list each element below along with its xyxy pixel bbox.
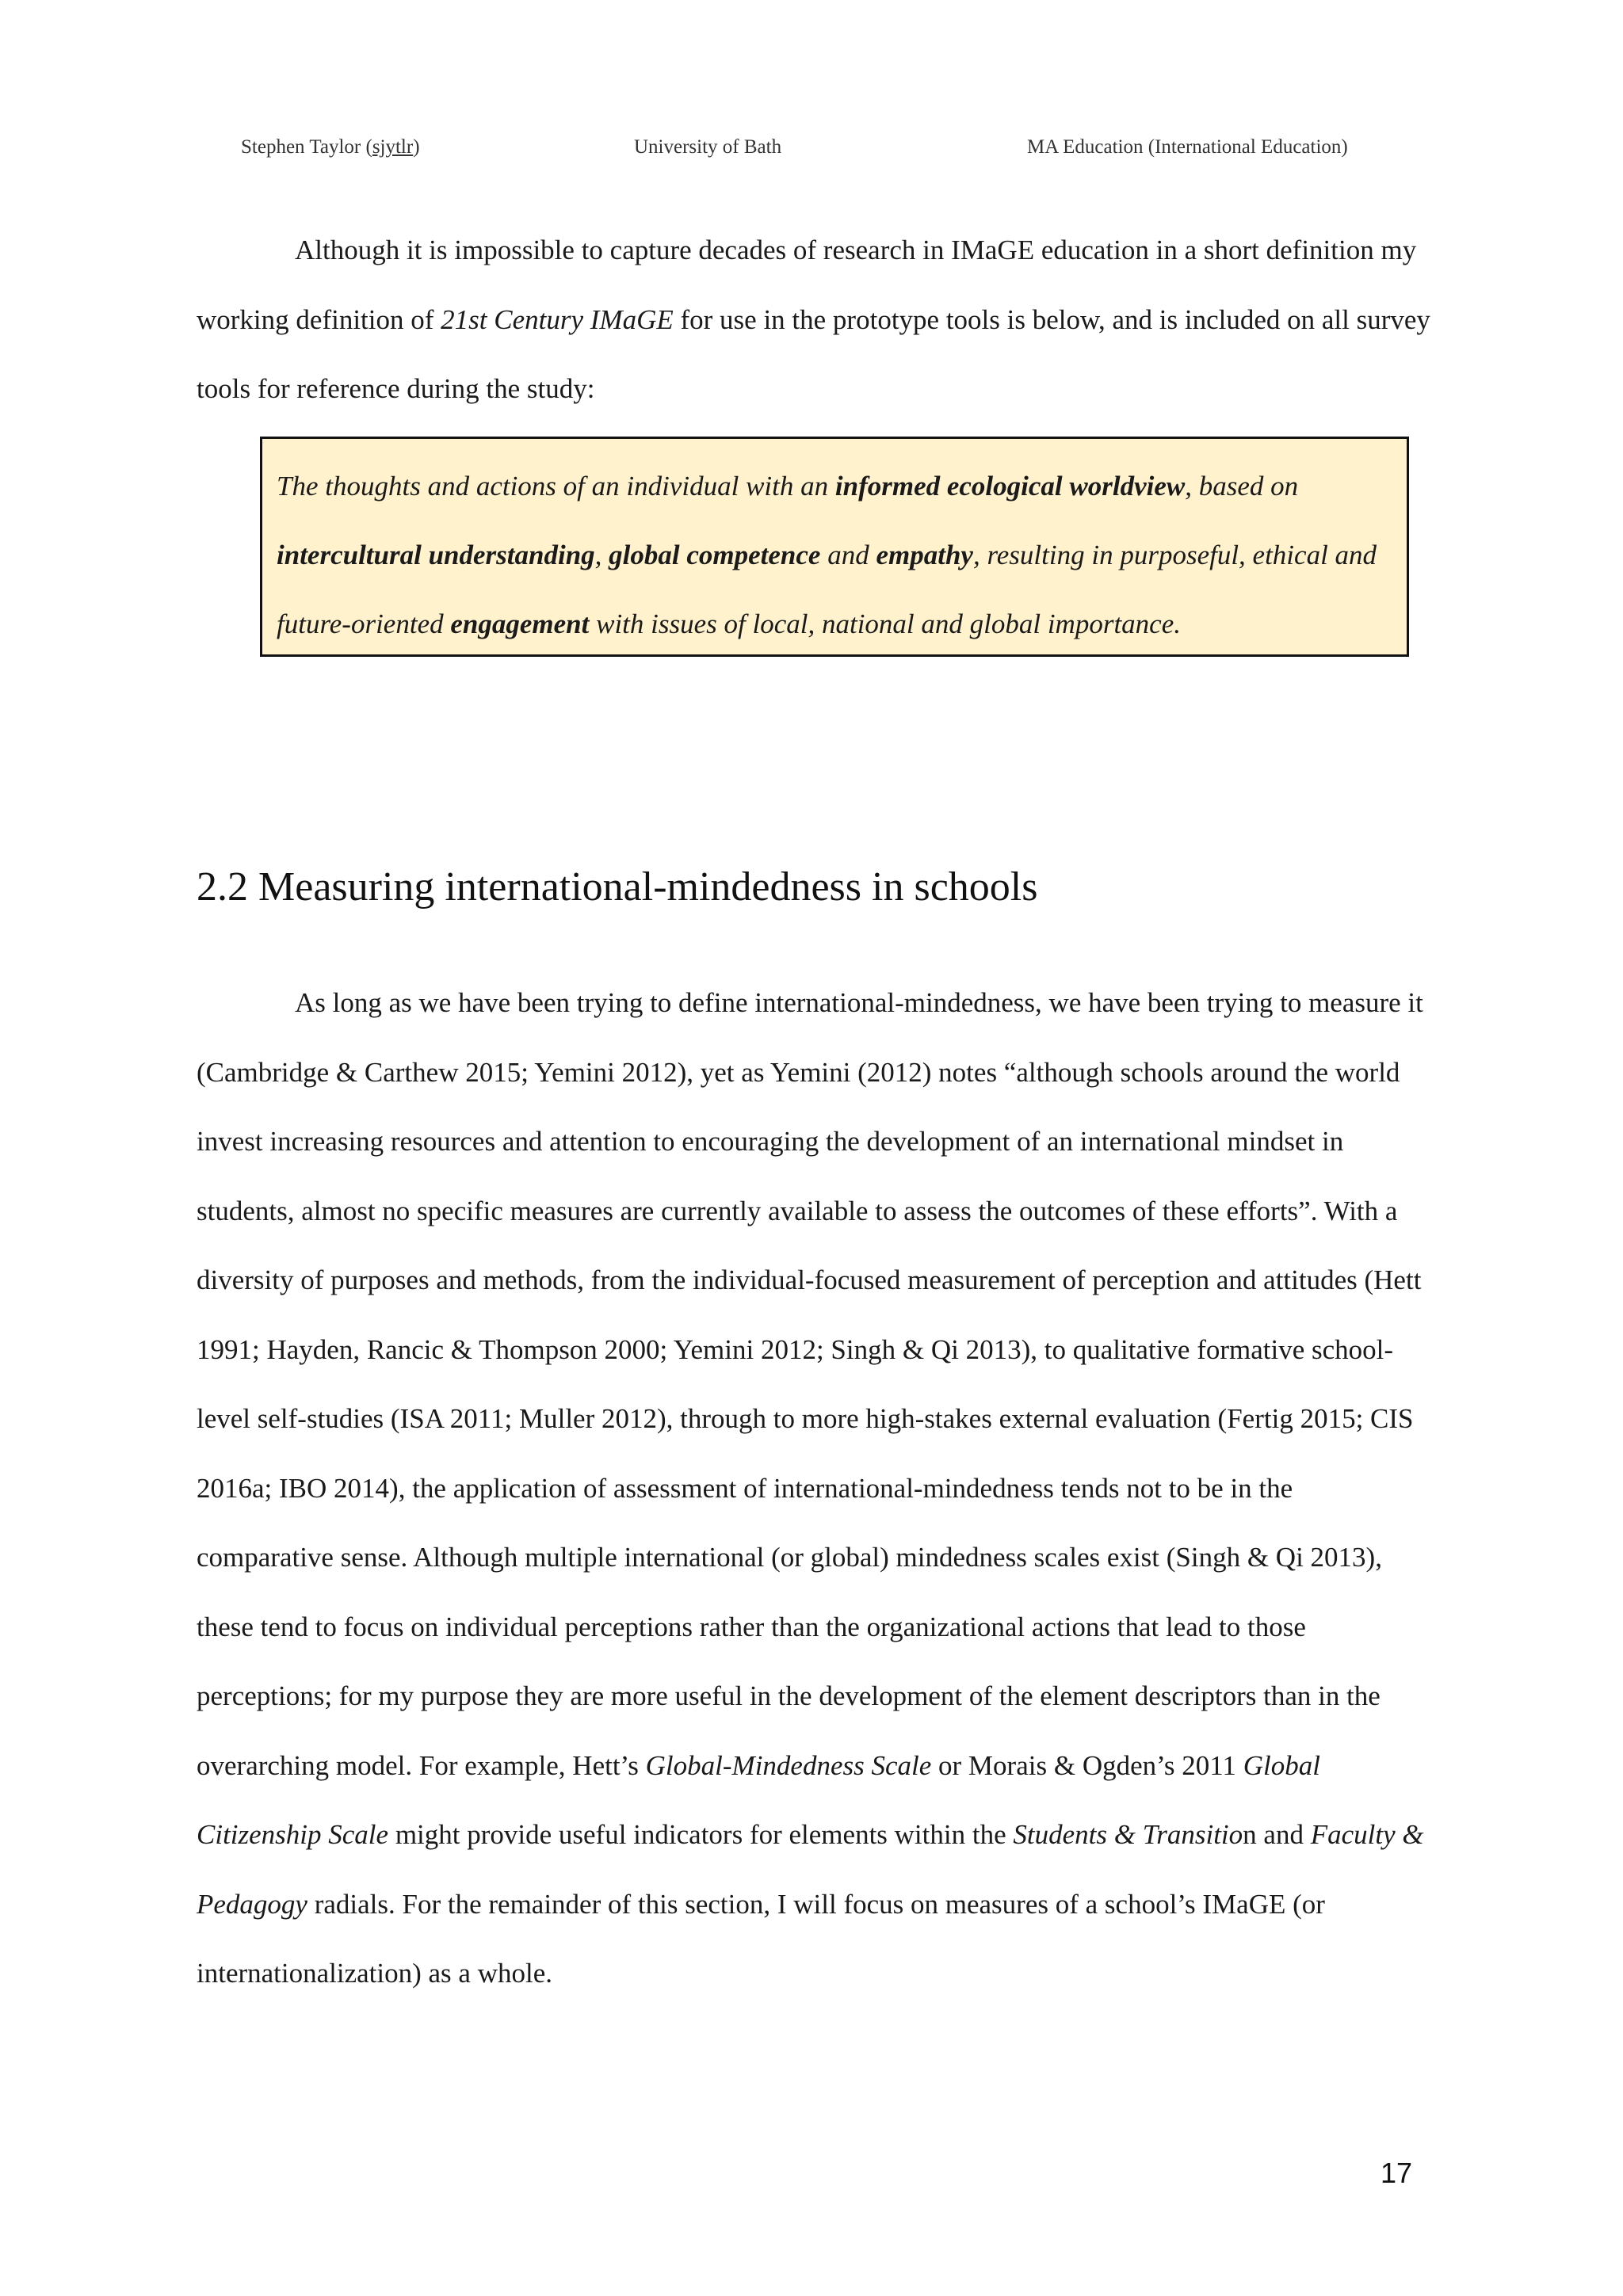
intro-term: 21st Century IMaGE: [441, 303, 674, 335]
definition-term-intercultural: intercultural understanding: [277, 540, 595, 570]
header-author-username: sjytlr: [372, 136, 414, 158]
header-author-name: Stephen Taylor (: [241, 136, 372, 158]
measuring-title-gms: Global-Mindedness Scale: [645, 1749, 932, 1781]
section-heading: 2.2 Measuring international-mindedness in schools: [197, 864, 1038, 910]
measuring-text-3: might provide useful indicators for elements within the: [388, 1819, 1014, 1850]
page-number: 17: [1381, 2157, 1413, 2189]
measuring-title-gcs: Global Citizenship Scale: [197, 1749, 1320, 1850]
definition-text-1: The thoughts and actions of an individual with an: [277, 471, 835, 502]
header-author: [241, 136, 420, 158]
definition-text-4: and: [820, 540, 876, 570]
measuring-radial-faculty: Faculty & Pedagogy: [197, 1819, 1424, 1920]
measuring-radial-students: Students & Transitio: [1013, 1819, 1243, 1850]
measuring-text-2: or Morais & Ogden’s 2011: [931, 1749, 1243, 1781]
definition-term-competence: global competence: [609, 540, 821, 570]
intro-text-2: for use in the prototype tools is below, and is included on all survey tools for reference during the study:: [197, 303, 1430, 404]
measuring-text-5: radials. For the remainder of this section, I will focus on measures of a school’s IMaGE (or internationalization) as a whole.: [197, 1888, 1325, 1989]
measuring-paragraph: [197, 968, 1433, 2008]
definition-text: [277, 452, 1392, 658]
header-course: MA Education (International Education): [1027, 136, 1348, 158]
header-university: University of Bath: [634, 136, 782, 158]
definition-term-engagement: engagement: [450, 608, 590, 639]
measuring-text-4: n and: [1243, 1819, 1311, 1850]
header-author-close: ): [413, 136, 420, 158]
intro-text-1: Although it is impossible to capture decades of research in IMaGE education in a short definition my working definition of: [197, 235, 1417, 335]
definition-box: [260, 437, 1409, 657]
definition-text-3: ,: [594, 540, 609, 570]
definition-text-2: , based on: [1185, 471, 1299, 502]
definition-text-5: , resulting in purposeful, ethical and future-oriented: [277, 540, 1377, 639]
measuring-text-1: As long as we have been trying to define international-mindedness, we have been trying to measure it (Cambridge & Carthew 2015; Yemini 2012), yet as Yemini (2012) notes “although schools around the world invest increasing resources and attention to encouraging the development of an international mindset in students, almost no specific measures are currently available to assess the outcomes of these efforts”. With a diversity of purposes and methods, from the individual-focused measurement of perception and attitudes (Hett 1991; Hayden, Rancic & Thompson 2000; Yemini 2012; Singh & Qi 2013), to qualitative formative school-level self-studies (ISA 2011; Muller 2012), through to more high-stakes external evaluation (Fertig 2015; CIS 2016a; IBO 2014), the application of assessment of international-mindedness tends not to be in the comparative sense. Although multiple international (or global) mindedness scales exist (Singh & Qi 2013), these tend to focus on individual perceptions rather than the organizational actions that lead to those perceptions; for my purpose they are more useful in the development of the element descriptors than in the overarching model. For example, Hett’s: [197, 987, 1423, 1781]
definition-text-6: with issues of local, national and global importance.: [589, 608, 1181, 639]
definition-term-worldview: informed ecological worldview: [834, 471, 1186, 502]
definition-term-empathy: empathy: [876, 540, 973, 570]
intro-paragraph: [197, 215, 1433, 424]
